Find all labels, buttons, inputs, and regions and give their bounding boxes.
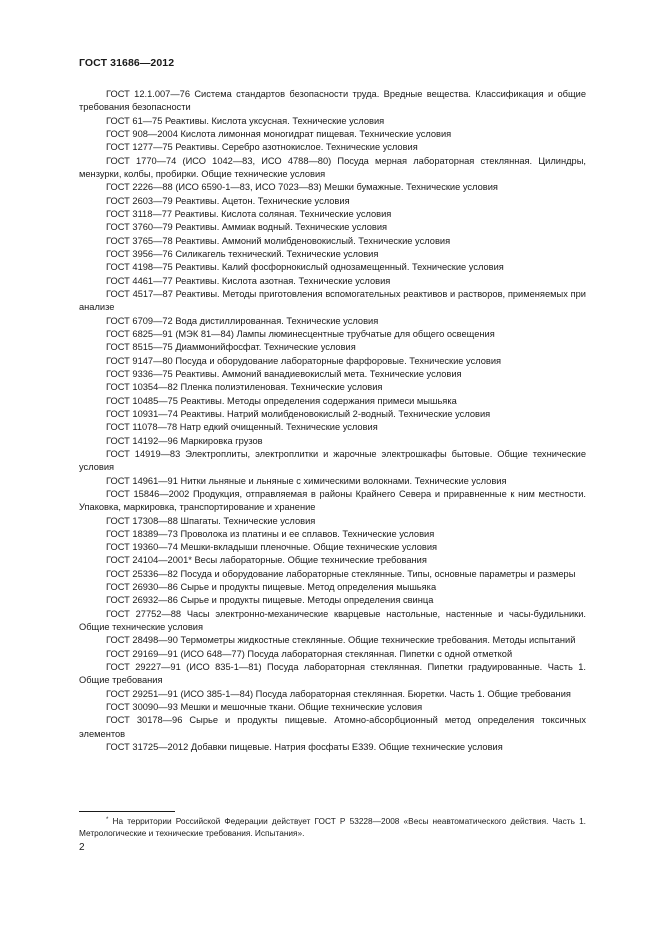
reference-item: ГОСТ 10354—82 Пленка полиэтиленовая. Технические условия [106,382,383,393]
reference-item: ГОСТ 28498—90 Термометры жидкостные стеклянные. Общие технические требования. Методы испытаний [106,635,576,646]
page-number: 2 [79,842,85,853]
reference-item: ГОСТ 3765—78 Реактивы. Аммоний молибденовокислый. Технические условия [106,235,451,246]
reference-item: ГОСТ 19360—74 Мешки-вкладыши пленочные. Общие технические условия [106,542,438,553]
reference-item: ГОСТ 6709—72 Вода дистиллированная. Технические условия [106,315,379,326]
reference-item: ГОСТ 26930—86 Сырье и продукты пищевые. Метод определения мышьяка [106,582,437,593]
reference-item: ГОСТ 30090—93 Мешки и мешочные ткани. Общие технические условия [106,702,423,713]
reference-item: ГОСТ 1277—75 Реактивы. Серебро азотнокислое. Технические условия [106,142,418,153]
reference-item: ГОСТ 1770—74 (ИСО 1042—83, ИСО 4788—80) Посуда мерная лабораторная стеклянная. Цилиндры, мензурки, колбы, пробирки. Общие технические условия [79,155,586,179]
reference-item: ГОСТ 9147—80 Посуда и оборудование лабораторные фарфоровые. Технические условия [106,355,502,366]
reference-item: ГОСТ 14961—91 Нитки льняные и льняные с химическими волокнами. Технические условия [106,475,507,486]
reference-item: ГОСТ 8515—75 Диаммонийфосфат. Технические условия [106,342,356,353]
reference-item: ГОСТ 31725—2012 Добавки пищевые. Натрия фосфаты Е339. Общие технические условия [106,742,503,753]
footnote-divider [79,811,175,812]
reference-item: ГОСТ 4517—87 Реактивы. Методы приготовления вспомогательных реактивов и растворов, применяемых при анализе [79,288,586,313]
page-title: ГОСТ 31686—2012 [79,57,175,69]
reference-item: ГОСТ 6825—91 (МЭК 81—84) Лампы люминесцентные трубчатые для общего освещения [106,328,495,339]
reference-item: ГОСТ 3956—76 Силикагель технический. Технические условия [106,248,379,259]
reference-item: ГОСТ 4461—77 Реактивы. Кислота азотная. Технические условия [106,275,391,286]
reference-item: ГОСТ 17308—88 Шпагаты. Технические условия [106,515,316,526]
reference-item: ГОСТ 908—2004 Кислота лимонная моногидрат пищевая. Технические условия [106,128,452,139]
reference-item: ГОСТ 11078—78 Натр едкий очищенный. Технические условия [106,422,378,433]
reference-item: ГОСТ 3118—77 Реактивы. Кислота соляная. Технические условия [106,208,392,219]
reference-item: ГОСТ 3760—79 Реактивы. Аммиак водный. Технические условия [106,222,388,233]
footnote-marker: * [106,817,109,823]
reference-item: ГОСТ 14919—83 Электроплиты, электроплитки и жарочные электрошкафы бытовые. Общие технические условия [79,448,586,473]
reference-item: ГОСТ 24104—2001* Весы лабораторные. Общие технические требования [106,555,427,566]
reference-item: ГОСТ 30178—96 Сырье и продукты пищевые. Атомно-абсорбционный метод определения токсичных элементов [79,715,586,739]
normative-references-list [79,88,586,754]
reference-item: ГОСТ 12.1.007—76 Система стандартов безопасности труда. Вредные вещества. Классификация и общие требования безопасности [79,89,586,113]
reference-item: ГОСТ 10931—74 Реактивы. Натрий молибденовокислый 2-водный. Технические условия [106,408,491,419]
reference-item: ГОСТ 4198—75 Реактивы. Калий фосфорнокислый однозамещенный. Технические условия [106,262,504,273]
footnote-text: На территории Российской Федерации действует ГОСТ Р 53228—2008 «Весы неавтоматического действия. Часть 1. Метрологические и технические требования. Испытания». [79,816,586,838]
reference-item: ГОСТ 10485—75 Реактивы. Методы определения содержания примеси мышьяка [106,395,457,406]
reference-item: ГОСТ 25336—82 Посуда и оборудование лабораторные стеклянные. Типы, основные параметры и размеры [106,568,576,579]
reference-item: ГОСТ 29169—91 (ИСО 648—77) Посуда лабораторная стеклянная. Пипетки с одной отметкой [106,648,513,659]
reference-item: ГОСТ 15846—2002 Продукция, отправляемая в районы Крайнего Севера и приравненные к ним местности. Упаковка, маркировка, транспортирование и хранение [79,488,586,513]
reference-item: ГОСТ 29227—91 (ИСО 835-1—81) Посуда лабораторная стеклянная. Пипетки градуированные. Часть 1. Общие требования [79,662,586,686]
reference-item: ГОСТ 29251—91 (ИСО 385-1—84) Посуда лабораторная стеклянная. Бюретки. Часть 1. Общие требования [106,688,571,699]
reference-item: ГОСТ 26932—86 Сырье и продукты пищевые. Методы определения свинца [106,595,434,606]
reference-item: ГОСТ 9336—75 Реактивы. Аммоний ванадиевокислый мета. Технические условия [106,368,462,379]
reference-item: ГОСТ 18389—73 Проволока из платины и ее сплавов. Технические условия [106,528,435,539]
reference-item: ГОСТ 27752—88 Часы электронно-механические кварцевые настольные, настенные и часы-будильники. Общие технические условия [79,608,586,633]
footnote [79,815,586,839]
reference-item: ГОСТ 2603—79 Реактивы. Ацетон. Технические условия [106,195,350,206]
reference-item: ГОСТ 2226—88 (ИСО 6590-1—83, ИСО 7023—83) Мешки бумажные. Технические условия [106,182,498,193]
reference-item: ГОСТ 14192—96 Маркировка грузов [106,435,263,446]
reference-item: ГОСТ 61—75 Реактивы. Кислота уксусная. Технические условия [106,115,385,126]
